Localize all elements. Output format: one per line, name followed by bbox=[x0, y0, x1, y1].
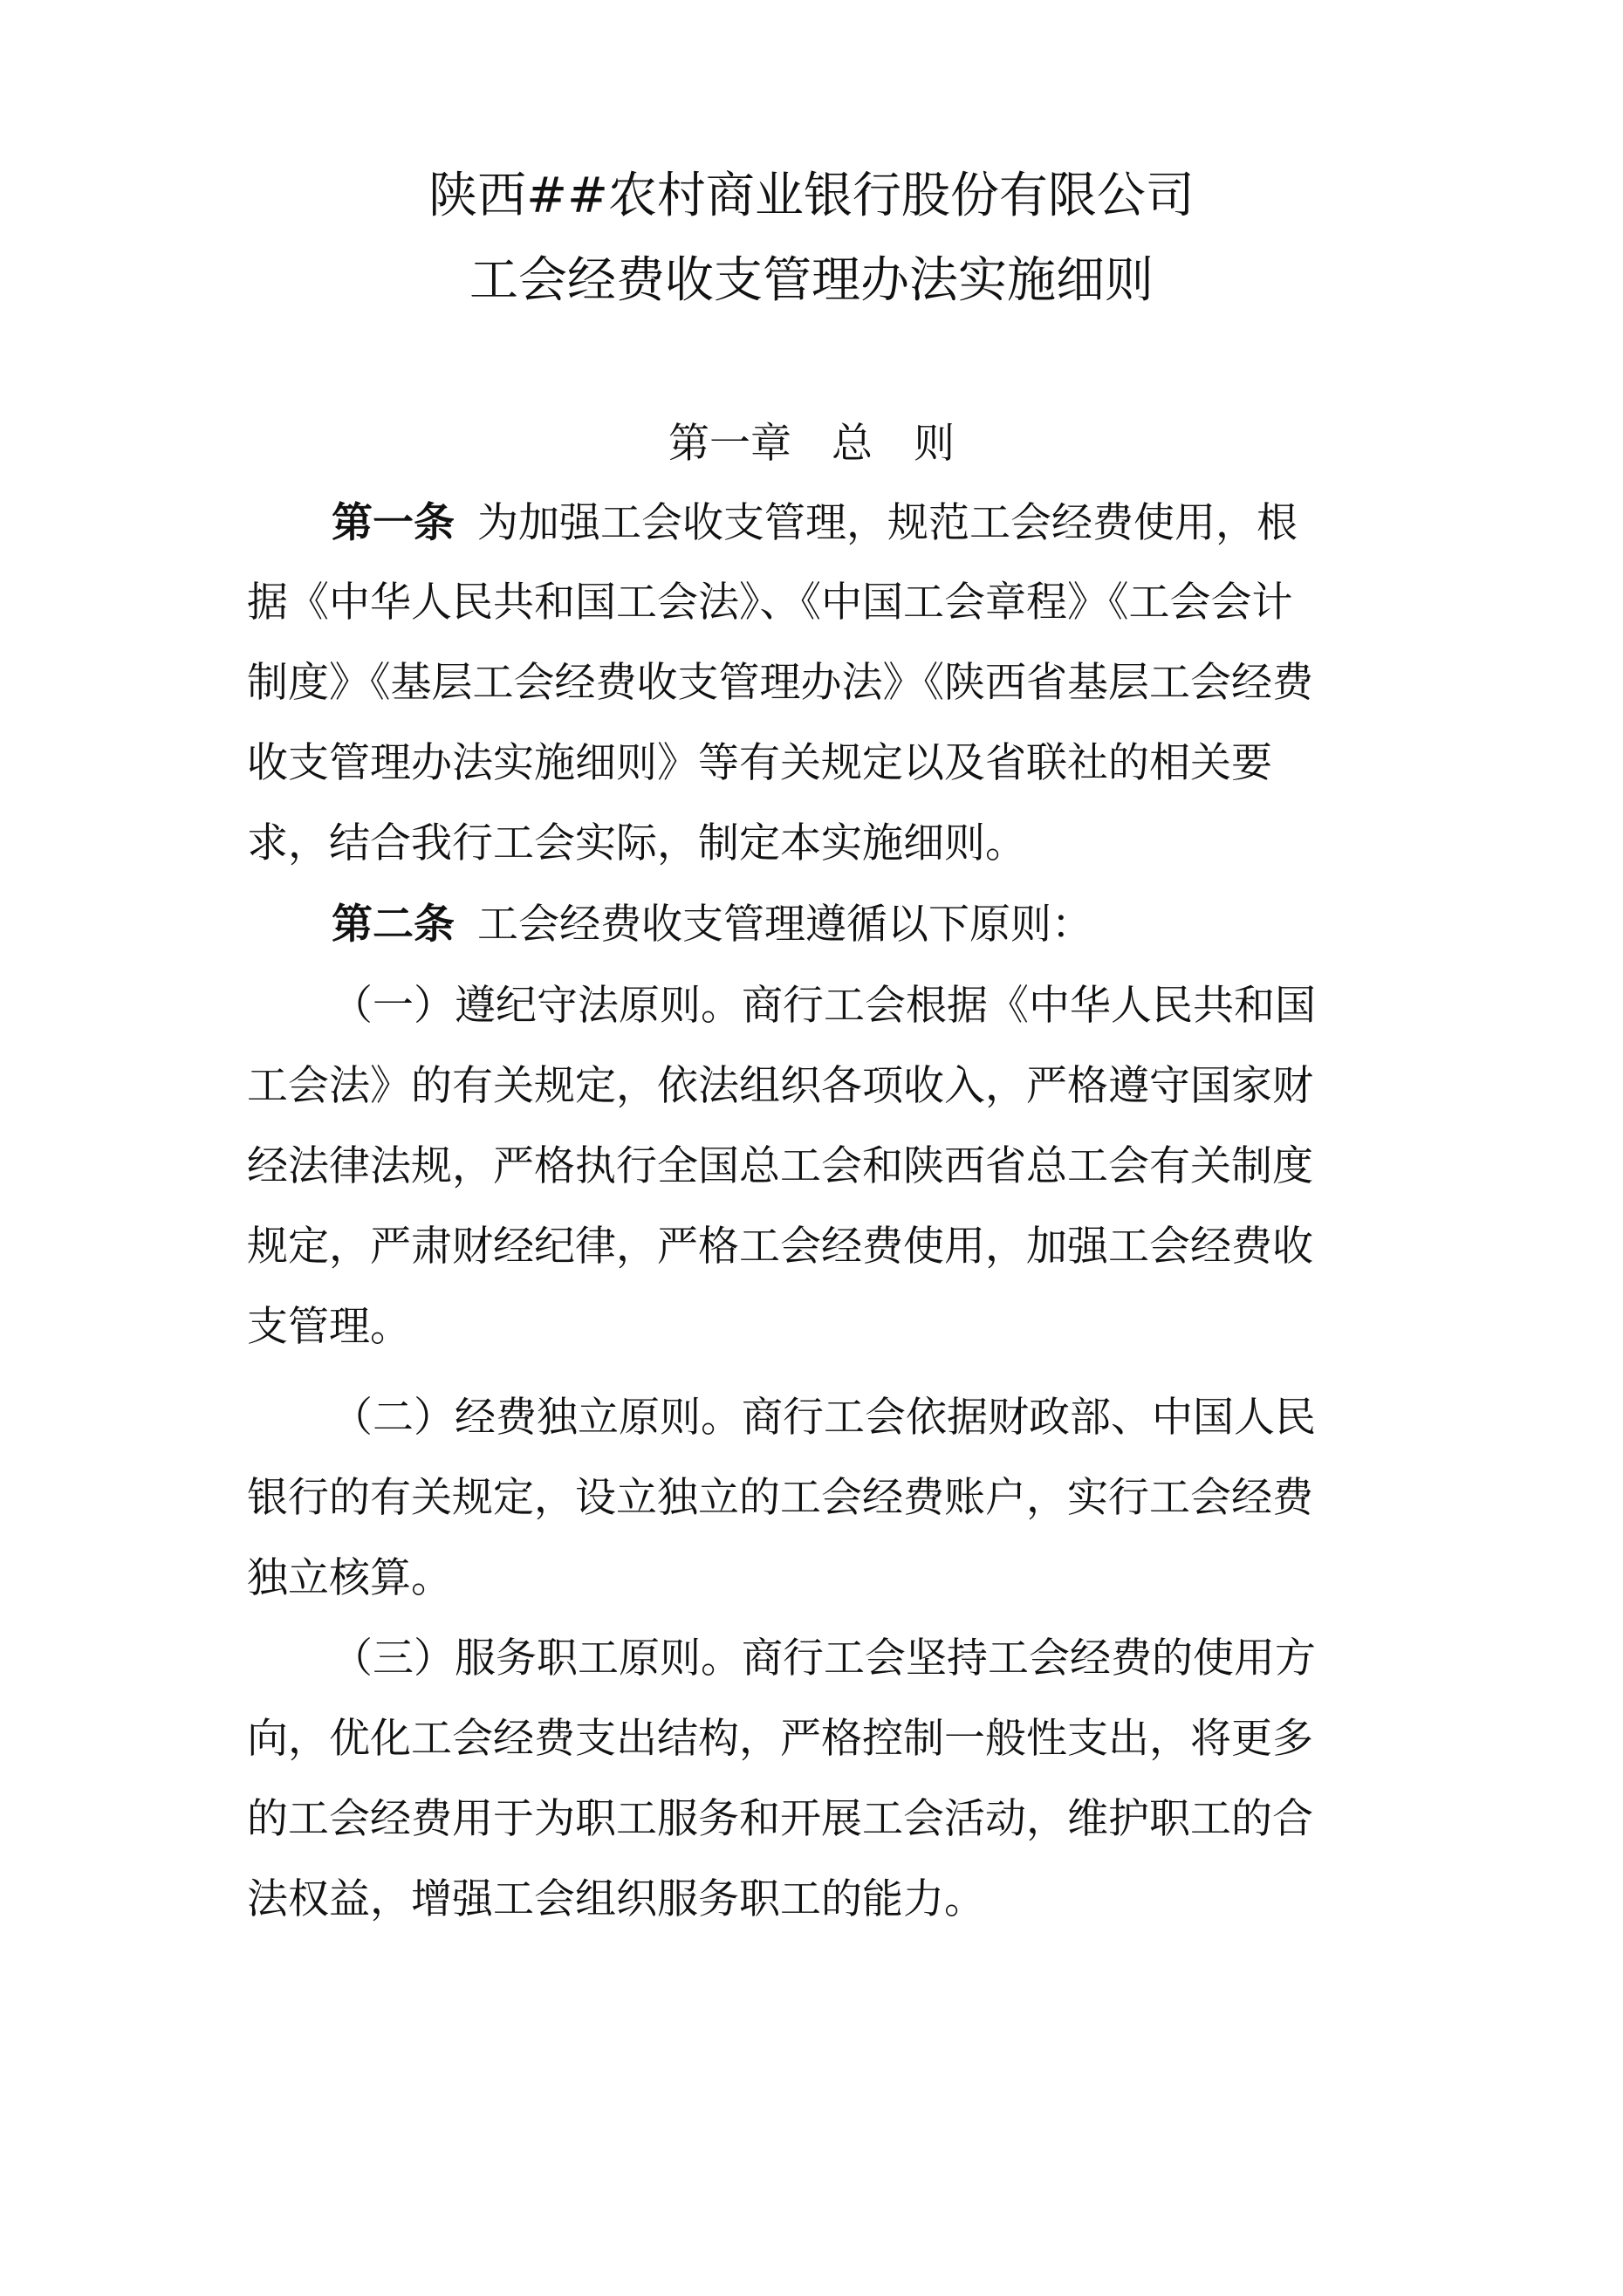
principle-3-line-1: （三）服务职工原则。商行工会坚持工会经费的使用方 bbox=[332, 1635, 1316, 1683]
principle-1-line-2: 工会法》的有关规定，依法组织各项收入，严格遵守国家财 bbox=[247, 1062, 1313, 1110]
article-1-line-4: 收支管理办法实施细则》等有关规定以及省联社的相关要 bbox=[247, 739, 1272, 787]
document-title-line-1: 陕西##农村商业银行股份有限公司 bbox=[428, 168, 1195, 224]
chapter-name: 总 则 bbox=[832, 420, 955, 468]
principle-1-line-5: 支管理。 bbox=[247, 1303, 411, 1351]
principle-1-line-1: （一）遵纪守法原则。商行工会根据《中华人民共和国 bbox=[332, 982, 1316, 1030]
chapter-heading bbox=[0, 414, 1623, 475]
article-1-label: 第一条 bbox=[332, 499, 455, 547]
principle-1-line-3: 经法律法规，严格执行全国总工会和陕西省总工会有关制度 bbox=[247, 1142, 1313, 1190]
principle-3-line-3: 的工会经费用于为职工服务和开展工会活动，维护职工的合 bbox=[247, 1795, 1313, 1843]
article-1-line-2: 据《中华人民共和国工会法》、《中国工会章程》《工会会计 bbox=[247, 579, 1293, 627]
article-1-text-1: 为加强工会收支管理，规范工会经费使用，根 bbox=[477, 499, 1298, 547]
article-2-text: 工会经费收支管理遵循以下原则： bbox=[477, 901, 1092, 949]
principle-3-line-4: 法权益，增强工会组织服务职工的能力。 bbox=[247, 1875, 985, 1923]
article-2-line bbox=[332, 894, 1092, 956]
principle-2-line-2: 银行的有关规定，设立独立的工会经费账户，实行工会经费 bbox=[247, 1474, 1313, 1522]
article-1-line-3: 制度》《基层工会经费收支管理办法》《陕西省基层工会经费 bbox=[247, 659, 1313, 707]
article-1-line-1 bbox=[332, 493, 1298, 554]
chapter-label: 第一章 bbox=[668, 420, 791, 468]
principle-2-line-3: 独立核算。 bbox=[247, 1554, 452, 1602]
principle-2-line-1: （二）经费独立原则。商行工会依据财政部、中国人民 bbox=[332, 1394, 1316, 1442]
document-title-line-2: 工会经费收支管理办法实施细则 bbox=[469, 252, 1154, 309]
article-2-label: 第二条 bbox=[332, 901, 455, 949]
article-1-line-5: 求，结合我行工会实际，制定本实施细则。 bbox=[247, 819, 1026, 867]
principle-3-line-2: 向，优化工会经费支出结构，严格控制一般性支出，将更多 bbox=[247, 1715, 1313, 1763]
principle-1-line-4: 规定，严肃财经纪律，严格工会经费使用，加强工会经费收 bbox=[247, 1223, 1313, 1271]
